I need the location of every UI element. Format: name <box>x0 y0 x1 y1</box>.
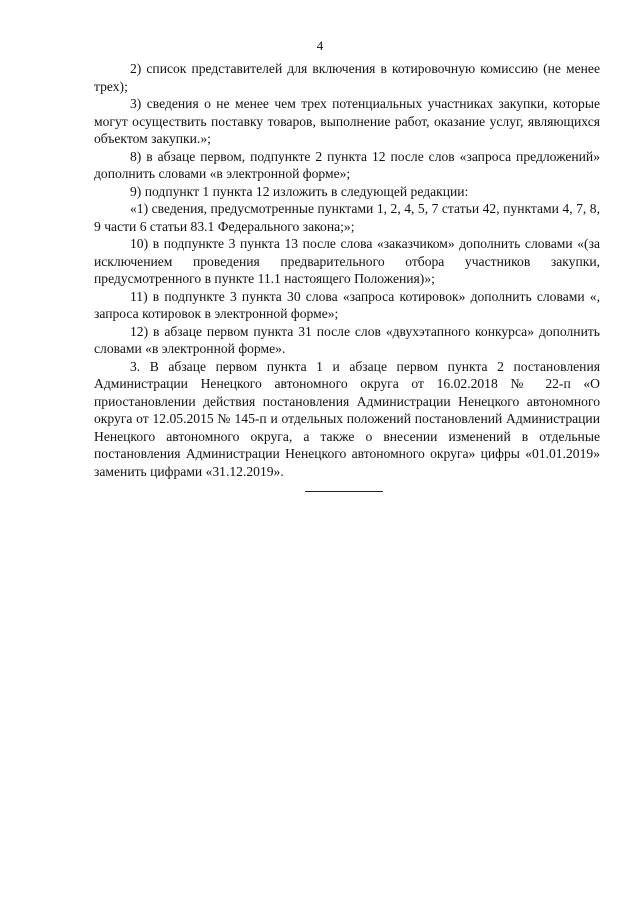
end-divider <box>305 491 383 492</box>
paragraph-item-8: 8) в абзаце первом, подпункте 2 пункта 12 после слов «запроса предложений» дополнить словами «в электронной форме»; <box>94 148 600 181</box>
paragraph-quoted-item-1: «1) сведения, предусмотренные пунктами 1, 2, 4, 5, 7 статьи 42, пунктами 4, 7, 8, 9 части 6 статьи 83.1 Федерального закона;»; <box>94 201 600 234</box>
paragraph-item-9: 9) подпункт 1 пункта 12 изложить в следующей редакции: <box>130 183 469 199</box>
paragraph-clause-3: 3. В абзаце первом пункта 1 и абзаце первом пункта 2 постановления Администрации Ненецкого автономного округа от 16.02.2018 № 22-п «О приостановлении действия постановления Администрации Ненецкого автономного округа от 12.05.2015 № 145-п и отдельных положений постановлений Администрации Ненецкого автономного округа, а также о внесении изменений в отдельные постановления Администрации Ненецкого автономного округа» цифры «01.01.2019» заменить цифрами «31.12.2019». <box>94 358 600 479</box>
document-body <box>94 60 600 480</box>
paragraph-item-3: 3) сведения о не менее чем трех потенциальных участниках закупки, которые могут осуществить поставку товаров, выполнение работ, оказание услуг, являющихся объектом закупки.»; <box>94 96 600 146</box>
page-number: 4 <box>316 38 324 53</box>
paragraph-item-12: 12) в абзаце первом пункта 31 после слов «двухэтапного конкурса» дополнить словами «в электронной форме». <box>94 323 600 356</box>
paragraph-item-2: 2) список представителей для включения в котировочную комиссию (не менее трех); <box>94 61 600 94</box>
paragraph-item-11: 11) в подпункте 3 пункта 30 слова «запроса котировок» дополнить словами «, запроса котировок в электронной форме»; <box>94 288 600 321</box>
paragraph-item-10: 10) в подпункте 3 пункта 13 после слова «заказчиком» дополнить словами «(за исключением проведения предварительного отбора участников закупки, предусмотренного в пункте 11.1 настоящего Положения)»; <box>94 236 600 286</box>
